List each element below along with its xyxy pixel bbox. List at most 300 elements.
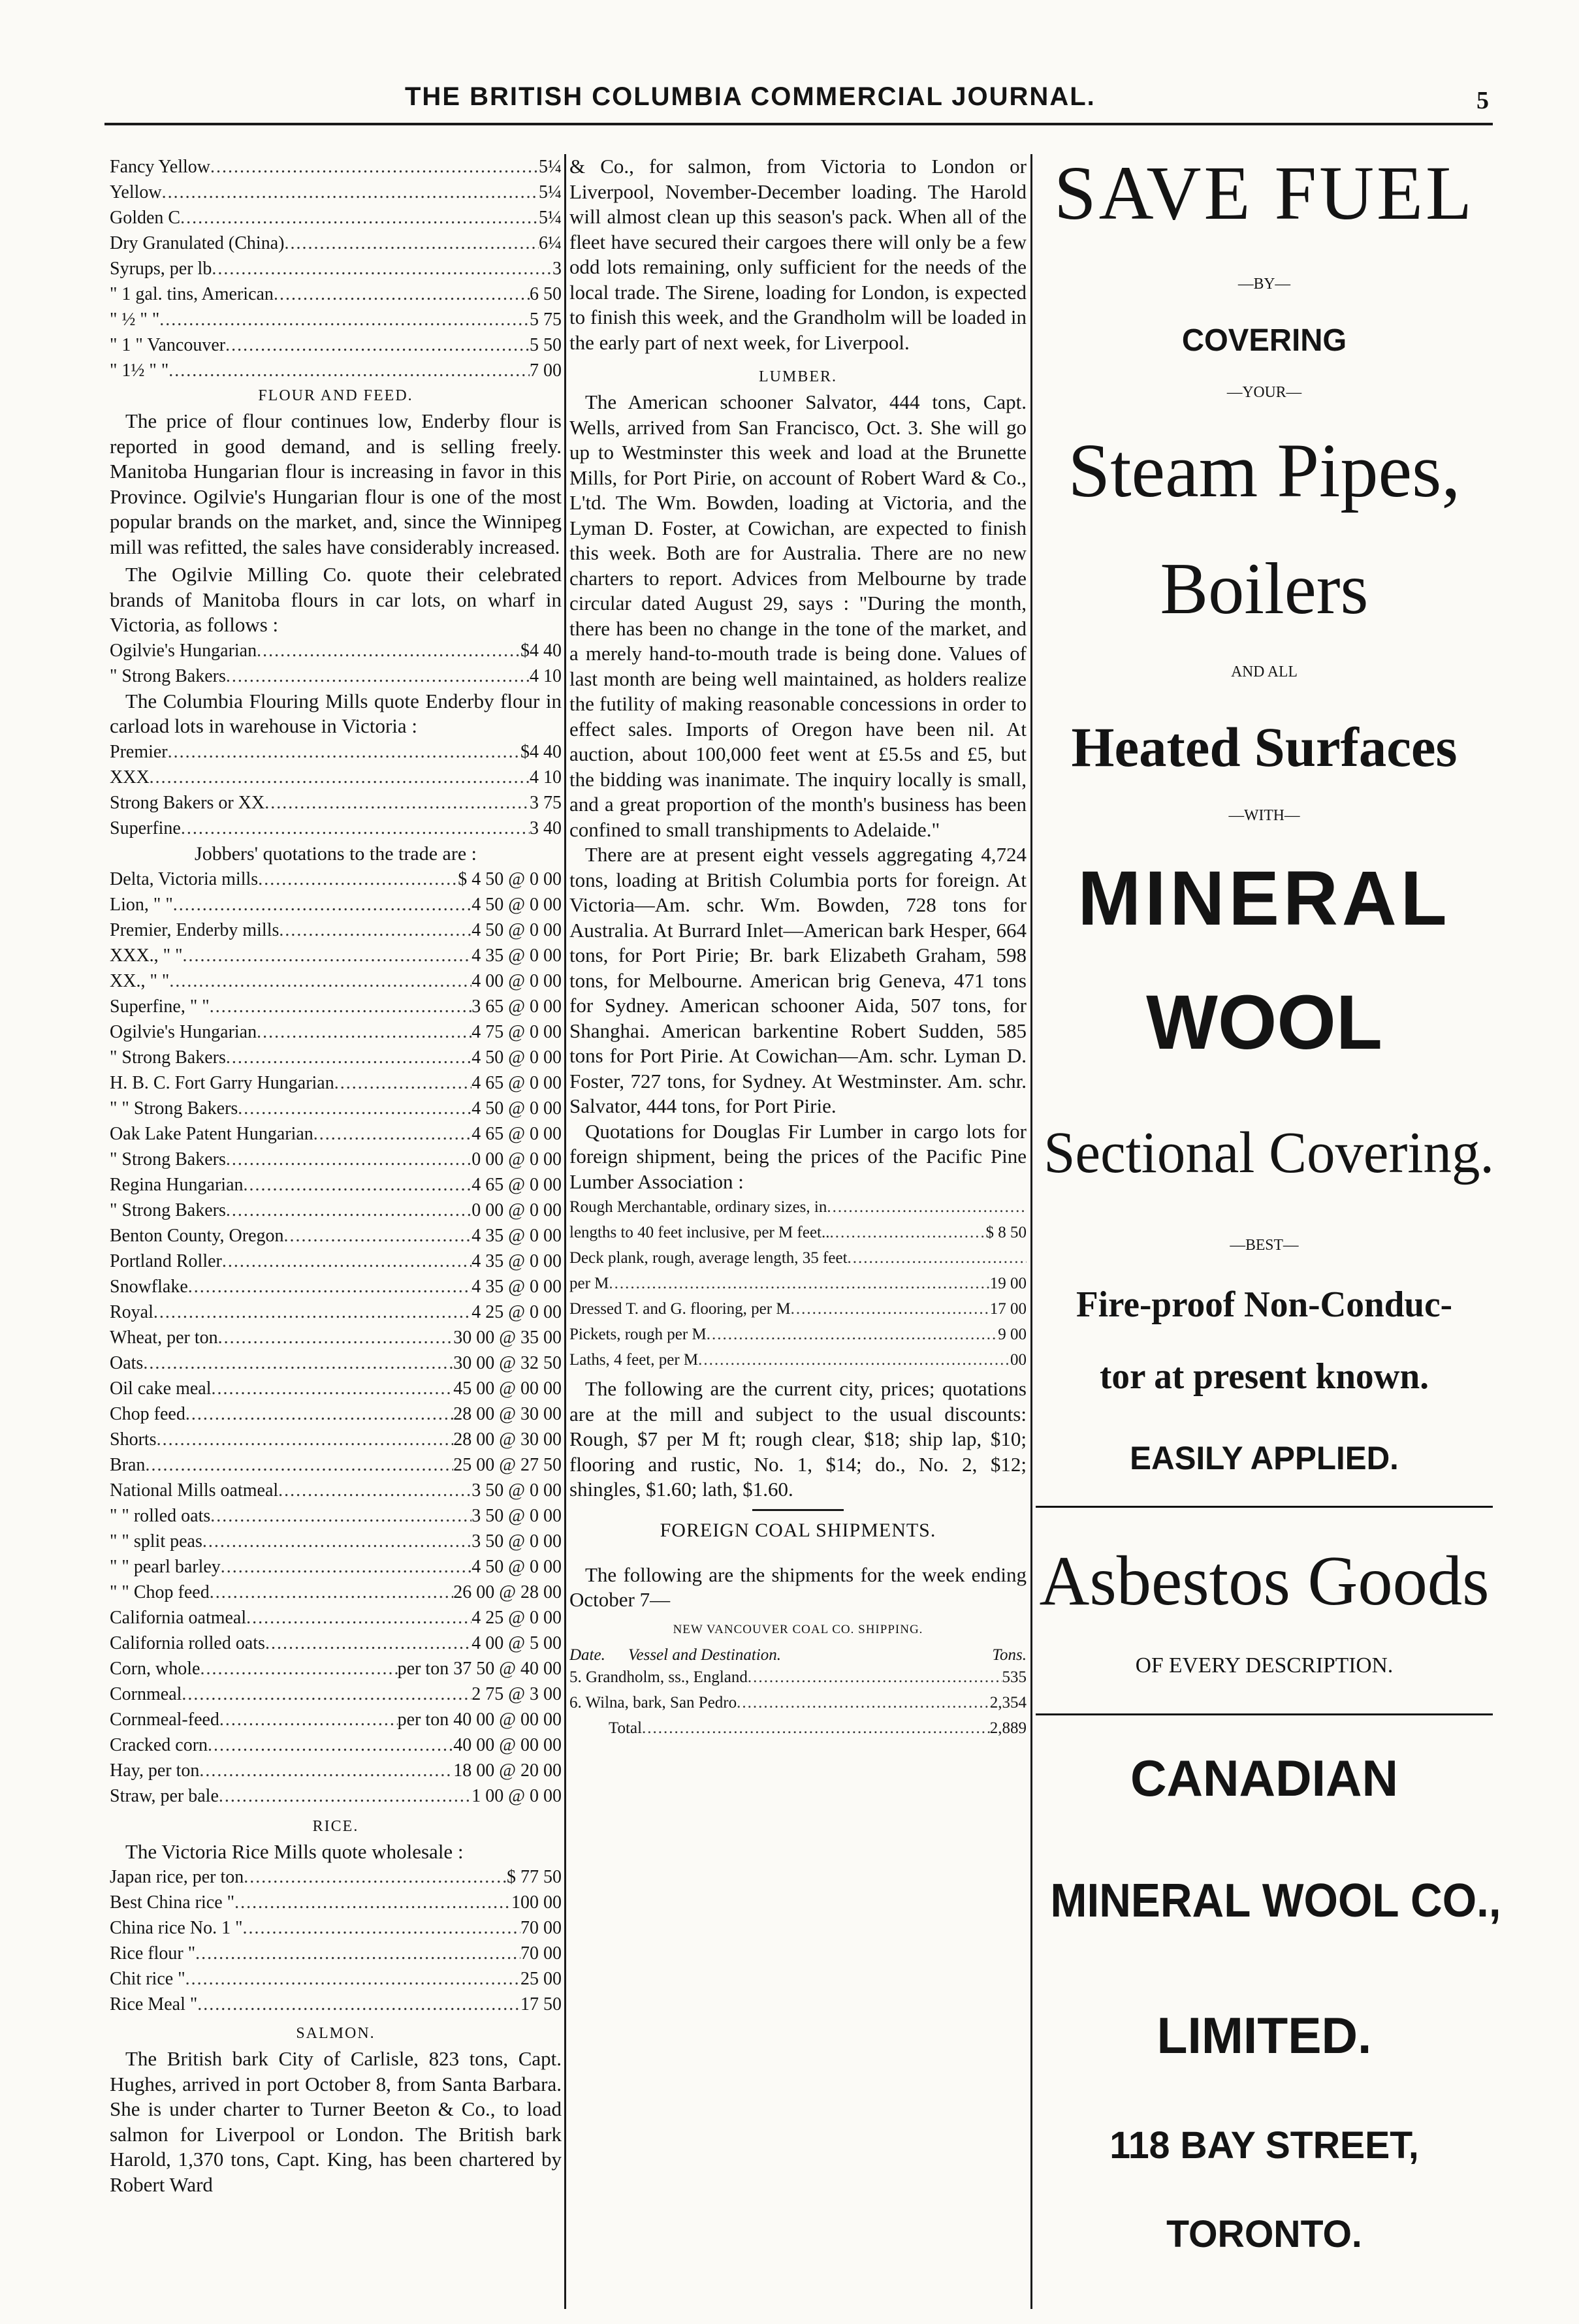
item-price: $ 77 50 bbox=[507, 1867, 562, 1887]
item-name: 5. Grandholm, ss., England bbox=[569, 1668, 748, 1686]
ad-covering: COVERING bbox=[1181, 323, 1347, 358]
item-name: Rice Meal " bbox=[110, 1994, 198, 2014]
leader-dots bbox=[208, 1732, 453, 1758]
leader-dots bbox=[182, 1681, 471, 1707]
leader-dots bbox=[257, 1019, 471, 1045]
item-price: 0 00 @ 0 00 bbox=[471, 1149, 562, 1170]
rice-paragraph: The Victoria Rice Mills quote wholesale : bbox=[125, 1839, 464, 1863]
leader-dots bbox=[212, 256, 552, 281]
price-row bbox=[110, 1783, 562, 1809]
coal-table-header bbox=[569, 1642, 1027, 1664]
leader-dots bbox=[162, 180, 539, 205]
leader-dots bbox=[234, 1890, 511, 1915]
item-price: 00 bbox=[1010, 1351, 1027, 1369]
leader-dots bbox=[226, 1045, 471, 1070]
price-row bbox=[110, 1580, 562, 1605]
leader-dots bbox=[210, 994, 471, 1019]
item-price: 0 00 @ 0 00 bbox=[471, 1200, 562, 1220]
price-row bbox=[110, 917, 562, 943]
price-row bbox=[110, 1147, 562, 1172]
item-price: 2 75 @ 3 00 bbox=[471, 1683, 562, 1704]
item-name: Delta, Victoria mills bbox=[110, 868, 259, 889]
item-price: 5 75 bbox=[530, 310, 562, 330]
price-row bbox=[110, 1045, 562, 1070]
item-name: Straw, per bale bbox=[110, 1785, 219, 1806]
leader-dots bbox=[181, 816, 530, 841]
coal-shipment-list bbox=[569, 1664, 1027, 1715]
item-name: Syrups, per lb bbox=[110, 259, 212, 279]
item-name: Chit rice " bbox=[110, 1969, 185, 1989]
price-row bbox=[110, 205, 562, 231]
price-row bbox=[110, 1992, 562, 2017]
leader-dots bbox=[180, 205, 539, 231]
columbia-paragraph: The Columbia Flouring Mills quote Enderby flour in carload lots in warehouse in Victoria : bbox=[110, 689, 562, 737]
item-name: " Strong Bakers bbox=[110, 1200, 226, 1220]
item-name: China rice No. 1 " bbox=[110, 1918, 243, 1938]
item-price: 4 00 @ 0 00 bbox=[471, 970, 562, 991]
vessels-paragraph: There are at present eight vessels aggregating 4,724 tons, loading at British Columbia ports for foreign. At Victoria—Am. schr. Wm. Bowden, 728 tons for Australia. At Burrard Inlet—American bark Hesper, 664 tons, for Port Pirie; Br. bark Elizabeth Graham, 598 tons, for Melbourne. American brig Geneva, 471 tons for Sydney. American schooner Aida, 507 tons, for Shanghai. American barkentine Robert Sudden, 585 tons for Port Pirie. At Cowichan—Am. schr. Lyman D. Foster, 727 tons, for Sydney. At Westminster. Am. schr. Salvator, 444 tons, for Port Pirie. bbox=[569, 843, 1027, 1117]
item-name: XX., " " bbox=[110, 970, 170, 991]
market-column bbox=[110, 154, 562, 2197]
item-name: Cornmeal bbox=[110, 1683, 182, 1704]
leader-dots bbox=[257, 638, 520, 663]
item-name: Snowflake bbox=[110, 1276, 188, 1297]
leader-dots bbox=[173, 892, 471, 917]
item-name: Oak Lake Patent Hungarian bbox=[110, 1123, 313, 1144]
lumber-price-row bbox=[569, 1347, 1027, 1373]
coal-total-label: Total bbox=[609, 1719, 643, 1737]
price-row bbox=[110, 1529, 562, 1554]
ad-present-known: tor at present known. bbox=[1099, 1356, 1429, 1397]
item-price: 4 50 @ 0 00 bbox=[471, 894, 562, 915]
leader-dots bbox=[278, 1478, 471, 1503]
item-price: 70 00 bbox=[520, 1943, 562, 1964]
leader-dots bbox=[143, 1350, 453, 1376]
item-price: 3 50 @ 0 00 bbox=[471, 1505, 562, 1526]
item-price: $4 40 bbox=[520, 640, 562, 661]
item-name: 6. Wilna, bark, San Pedro bbox=[569, 1693, 737, 1711]
item-name: Regina Hungarian bbox=[110, 1174, 244, 1195]
price-row bbox=[110, 1656, 562, 1681]
item-price: 18 00 @ 20 00 bbox=[453, 1760, 562, 1781]
leader-dots bbox=[264, 790, 530, 816]
leader-dots bbox=[334, 1070, 471, 1096]
price-row bbox=[110, 1070, 562, 1096]
column-rule-1 bbox=[564, 154, 566, 2309]
ad-divider-2 bbox=[1036, 1713, 1493, 1715]
coal-heading: FOREIGN COAL SHIPMENTS. bbox=[660, 1519, 936, 1541]
city-prices-paragraph: The following are the current city, prices; quotations are at the mill and subject to the usual discounts: Rough, $7 per M ft; rough clear, $18; ship lap, $10; flooring and rustic, No. 1, $14; do., No. 2, $12; shingles, $1.60; lath, $1.60. bbox=[569, 1377, 1027, 1501]
item-price: 4 50 @ 0 00 bbox=[471, 1047, 562, 1068]
ad-and-all: AND ALL bbox=[1231, 663, 1298, 680]
leader-dots bbox=[258, 867, 458, 892]
ad-steam-pipes: Steam Pipes, bbox=[1068, 428, 1461, 513]
item-name: Premier bbox=[110, 741, 168, 762]
ad-boilers: Boilers bbox=[1160, 549, 1369, 629]
item-name: Yellow bbox=[110, 182, 162, 202]
page-header bbox=[104, 77, 1489, 129]
item-price: 7 00 bbox=[530, 360, 562, 381]
leader-dots bbox=[226, 1147, 471, 1172]
shipping-column bbox=[569, 154, 1027, 1741]
item-price: 30 00 @ 32 50 bbox=[453, 1352, 562, 1373]
item-name: Shorts bbox=[110, 1429, 157, 1450]
price-row bbox=[110, 1915, 562, 1941]
item-name: " 1½ " " bbox=[110, 360, 169, 381]
ad-asbestos-goods: Asbestos Goods bbox=[1039, 1542, 1490, 1620]
price-row bbox=[110, 154, 562, 180]
item-name: Superfine, " " bbox=[110, 996, 210, 1017]
item-name: Benton County, Oregon bbox=[110, 1225, 284, 1246]
item-price: 3 65 @ 0 00 bbox=[471, 996, 562, 1017]
item-price: $ 4 50 @ 0 00 bbox=[458, 868, 562, 889]
leader-dots bbox=[830, 1220, 986, 1245]
item-name: Golden C bbox=[110, 208, 181, 228]
lumber-price-row bbox=[569, 1271, 1027, 1296]
item-price: 5¼ bbox=[539, 157, 562, 177]
price-row bbox=[110, 1503, 562, 1529]
price-row bbox=[110, 180, 562, 205]
leader-dots bbox=[279, 917, 471, 943]
item-name: " 1 gal. tins, American bbox=[110, 284, 274, 304]
coal-col-date: Date. bbox=[569, 1646, 605, 1664]
leader-dots bbox=[225, 332, 530, 358]
item-price: 4 35 @ 0 00 bbox=[471, 945, 562, 966]
leader-dots bbox=[195, 1941, 520, 1966]
item-name: Deck plank, rough, average length, 35 feet bbox=[569, 1249, 848, 1267]
leader-dots bbox=[185, 1401, 453, 1427]
item-name: " " pearl barley bbox=[110, 1556, 221, 1577]
item-price: 19 00 bbox=[989, 1275, 1027, 1292]
leader-dots bbox=[226, 663, 530, 689]
item-name: Oats bbox=[110, 1352, 144, 1373]
item-name: Rough Merchantable, ordinary sizes, in bbox=[569, 1198, 827, 1216]
price-row bbox=[110, 1554, 562, 1580]
item-price: 3 75 bbox=[530, 792, 562, 813]
ogilvie-paragraph: The Ogilvie Milling Co. quote their celebrated brands of Manitoba flours in car lots, on wharf in Victoria, as follows : bbox=[110, 563, 562, 636]
leader-dots bbox=[737, 1690, 990, 1715]
rice-price-list bbox=[110, 1864, 562, 2017]
price-row bbox=[110, 1452, 562, 1478]
leader-dots bbox=[221, 1554, 471, 1580]
price-row bbox=[110, 1732, 562, 1758]
item-name: California oatmeal bbox=[110, 1607, 247, 1628]
price-row bbox=[110, 358, 562, 383]
ad-fireproof: Fire-proof Non-Conduc- bbox=[1076, 1284, 1453, 1325]
price-row bbox=[110, 1478, 562, 1503]
item-price: 28 00 @ 30 00 bbox=[453, 1429, 562, 1450]
leader-dots bbox=[188, 1274, 471, 1299]
coal-col-tons: Tons. bbox=[992, 1646, 1027, 1664]
item-name: Laths, 4 feet, per M bbox=[569, 1351, 699, 1369]
item-price: 6 50 bbox=[530, 284, 562, 304]
item-price: 4 35 @ 0 00 bbox=[471, 1225, 562, 1246]
item-name: Bran bbox=[110, 1454, 146, 1475]
ad-bay-street: 118 BAY STREET, bbox=[1109, 2124, 1419, 2167]
salmon-heading: SALMON. bbox=[296, 2025, 375, 2042]
item-name: " " split peas bbox=[110, 1531, 202, 1552]
price-row bbox=[110, 231, 562, 256]
item-name: Hay, per ton bbox=[110, 1760, 200, 1781]
item-price: 5¼ bbox=[539, 208, 562, 228]
lumber-price-list bbox=[569, 1194, 1027, 1373]
item-price: 3 50 @ 0 00 bbox=[471, 1480, 562, 1501]
item-price: $ 8 50 bbox=[985, 1224, 1027, 1241]
ad-sectional-covering: Sectional Covering. bbox=[1044, 1121, 1495, 1185]
item-price: 30 00 @ 35 00 bbox=[453, 1327, 562, 1348]
price-row bbox=[110, 1864, 562, 1890]
ad-mineral: MINERAL bbox=[1077, 855, 1451, 942]
price-row bbox=[110, 1019, 562, 1045]
leader-dots bbox=[168, 358, 530, 383]
price-row bbox=[110, 1274, 562, 1299]
leader-dots bbox=[150, 765, 530, 790]
ogilvie-price-list bbox=[110, 638, 562, 689]
item-price: 4 65 @ 0 00 bbox=[471, 1174, 562, 1195]
item-price: 17 00 bbox=[989, 1300, 1027, 1318]
item-name: Ogilvie's Hungarian bbox=[110, 1021, 257, 1042]
item-name: " Strong Bakers bbox=[110, 665, 226, 686]
price-row bbox=[110, 943, 562, 968]
item-name: Dry Granulated (China) bbox=[110, 233, 285, 253]
item-price: 25 00 @ 27 50 bbox=[453, 1454, 562, 1475]
item-name: National Mills oatmeal bbox=[110, 1480, 279, 1501]
price-row bbox=[110, 892, 562, 917]
douglas-fir-paragraph: Quotations for Douglas Fir Lumber in cargo lots for foreign shipment, being the prices of the Pacific Pine Lumber Association : bbox=[569, 1119, 1027, 1193]
flour-heading: FLOUR AND FEED. bbox=[258, 387, 413, 404]
price-row bbox=[110, 1198, 562, 1223]
price-row bbox=[110, 1605, 562, 1631]
item-price: 4 65 @ 0 00 bbox=[471, 1072, 562, 1093]
leader-dots bbox=[183, 943, 472, 968]
leader-dots bbox=[238, 1096, 471, 1121]
ad-your: —YOUR— bbox=[1226, 384, 1302, 401]
item-name: Ogilvie's Hungarian bbox=[110, 640, 257, 661]
price-row bbox=[110, 1096, 562, 1121]
ad-best: —BEST— bbox=[1230, 1237, 1299, 1254]
item-name: " 1 " Vancouver bbox=[110, 335, 226, 355]
coal-divider bbox=[752, 1509, 844, 1511]
leader-dots bbox=[244, 1172, 472, 1198]
item-price: 4 35 @ 0 00 bbox=[471, 1276, 562, 1297]
item-name: " " rolled oats bbox=[110, 1505, 211, 1526]
leader-dots bbox=[199, 1758, 453, 1783]
price-row bbox=[110, 1427, 562, 1452]
price-row bbox=[110, 1350, 562, 1376]
item-name: Fancy Yellow bbox=[110, 157, 211, 177]
item-price: 5 50 bbox=[530, 335, 562, 355]
ad-toronto: TORONTO. bbox=[1166, 2213, 1362, 2255]
leader-dots bbox=[243, 1915, 521, 1941]
item-price: 4 50 @ 0 00 bbox=[471, 1556, 562, 1577]
leader-dots bbox=[159, 307, 530, 332]
item-price: 3 50 @ 0 00 bbox=[471, 1531, 562, 1552]
price-row bbox=[110, 281, 562, 307]
price-row bbox=[110, 332, 562, 358]
coal-total-value: 2,889 bbox=[989, 1719, 1027, 1737]
price-row bbox=[110, 1966, 562, 1992]
price-row bbox=[110, 1681, 562, 1707]
item-price: 4 00 @ 5 00 bbox=[471, 1632, 562, 1653]
item-name: Rice flour " bbox=[110, 1943, 196, 1964]
leader-dots bbox=[168, 739, 520, 765]
salmon-continued-paragraph: & Co., for salmon, from Victoria to London or Liverpool, November-December loading. The Harold will almost clean up this season's pack. When all of the fleet have secured their cargoes there will only be a few odd lots remaining, only sufficient for the needs of the local trade. The Sirene, loading for London, is expected to finish this week, and the Grandholm will be loaded in the early part of next week, for Liverpool. bbox=[569, 155, 1027, 354]
sugar-price-list bbox=[110, 154, 562, 383]
item-price: 4 25 @ 0 00 bbox=[471, 1607, 562, 1628]
ad-every-description: OF EVERY DESCRIPTION. bbox=[1135, 1653, 1394, 1678]
coal-total-row bbox=[569, 1715, 1027, 1741]
item-price: per ton 40 00 @ 00 00 bbox=[397, 1709, 562, 1730]
price-row bbox=[110, 663, 562, 689]
salmon-paragraph: The British bark City of Carlisle, 823 tons, Capt. Hughes, arrived in port October 8, from Santa Barbara. She is under charter to Turner Beeton & Co., to load salmon for Liverpool or London. The British bark Harold, 1,370 tons, Capt. King, has been chartered by Robert Ward bbox=[110, 2047, 562, 2196]
price-row bbox=[110, 1325, 562, 1350]
price-row bbox=[110, 1223, 562, 1249]
item-name: Best China rice " bbox=[110, 1892, 235, 1913]
item-price: 3 40 bbox=[530, 818, 562, 838]
price-row bbox=[110, 1890, 562, 1915]
ad-divider-1 bbox=[1036, 1506, 1493, 1508]
leader-dots bbox=[157, 1427, 454, 1452]
item-price: 100 00 bbox=[511, 1892, 562, 1913]
leader-dots bbox=[848, 1245, 1027, 1271]
item-price: 535 bbox=[1002, 1668, 1027, 1686]
item-price: 17 50 bbox=[520, 1994, 562, 2014]
item-price: 70 00 bbox=[520, 1918, 562, 1938]
ad-easily-applied: EASILY APPLIED. bbox=[1130, 1440, 1399, 1476]
item-price: 5¼ bbox=[539, 182, 562, 202]
price-row bbox=[110, 1941, 562, 1966]
item-name: " " Strong Bakers bbox=[110, 1098, 238, 1119]
leader-dots bbox=[219, 1707, 398, 1732]
item-name: Japan rice, per ton bbox=[110, 1867, 244, 1887]
coal-company: NEW VANCOUVER COAL CO. SHIPPING. bbox=[673, 1622, 923, 1636]
price-row bbox=[110, 1121, 562, 1147]
columbia-price-list bbox=[110, 739, 562, 841]
item-price: 6¼ bbox=[539, 233, 562, 253]
item-price: 3 bbox=[552, 259, 562, 279]
price-row bbox=[110, 816, 562, 841]
item-price: 25 00 bbox=[520, 1969, 562, 1989]
item-name: Cracked corn bbox=[110, 1734, 208, 1755]
item-price: 1 00 @ 0 00 bbox=[471, 1785, 562, 1806]
lumber-paragraph: The American schooner Salvator, 444 tons, Capt. Wells, arrived from San Francisco, Oct. 3. She will go up to Westminster this week and load at the Brunette Mills, for Port Pirie, on account of Robert Ward & Co., L'td. The Wm. Bowden, loading at Victoria, and the Lyman D. Foster, at Cowichan, are expected to finish this week. Both are for Australia. There are no new charters to report. Advices from Melbourne by trade circular dated August 29, says : "During the month, there has been no change in the tone of the market, and a merely hand-to-mouth trade is being done. Values of last month are being well maintained, as holders realize the futility of making reasonable concessions in order to effect sales. Imports of Oregon have been nil. At auction, about 100,000 feet went at £5.5s and £5, but the bidding was inanimate. The inquiry locally is small, and a great proportion of the month's business has been confined to small transhipments to Adelaide." bbox=[569, 390, 1027, 841]
leader-dots bbox=[210, 154, 539, 180]
item-price: 45 00 @ 00 00 bbox=[453, 1378, 562, 1399]
price-row bbox=[110, 867, 562, 892]
item-price: 4 10 bbox=[530, 767, 562, 788]
coal-shipment-row bbox=[569, 1690, 1027, 1715]
lumber-price-row bbox=[569, 1220, 1027, 1245]
item-name: Cornmeal-feed bbox=[110, 1709, 219, 1730]
leader-dots bbox=[153, 1299, 471, 1325]
leader-dots bbox=[791, 1296, 990, 1322]
leader-dots bbox=[265, 1631, 471, 1656]
price-row bbox=[110, 307, 562, 332]
item-name: Lion, " " bbox=[110, 894, 173, 915]
leader-dots bbox=[210, 1580, 453, 1605]
column-rule-2 bbox=[1030, 154, 1032, 2309]
coal-col-vessel: Vessel and Destination. bbox=[628, 1646, 782, 1664]
leader-dots bbox=[284, 231, 539, 256]
coal-paragraph: The following are the shipments for the week ending October 7— bbox=[569, 1563, 1027, 1611]
item-name: " " Chop feed bbox=[110, 1582, 210, 1602]
price-row bbox=[110, 1249, 562, 1274]
price-row bbox=[110, 1376, 562, 1401]
ad-wool: WOOL bbox=[1146, 979, 1382, 1066]
item-name: XXX bbox=[110, 767, 150, 788]
leader-dots bbox=[218, 1325, 454, 1350]
item-name: per M bbox=[569, 1275, 609, 1292]
leader-dots bbox=[145, 1452, 453, 1478]
item-name: Strong Bakers or XX bbox=[110, 792, 265, 813]
price-row bbox=[110, 994, 562, 1019]
leader-dots bbox=[827, 1194, 1027, 1220]
leader-dots bbox=[211, 1376, 453, 1401]
item-name: Oil cake meal bbox=[110, 1378, 212, 1399]
lumber-price-row bbox=[569, 1322, 1027, 1347]
item-name: XXX., " " bbox=[110, 945, 183, 966]
item-price: 40 00 @ 00 00 bbox=[453, 1734, 562, 1755]
lumber-price-row bbox=[569, 1194, 1027, 1220]
item-name: " ½ " " bbox=[110, 310, 160, 330]
lumber-price-row bbox=[569, 1245, 1027, 1271]
leader-dots bbox=[284, 1223, 472, 1249]
leader-dots bbox=[748, 1664, 1002, 1690]
ad-heated-surfaces: Heated Surfaces bbox=[1071, 716, 1458, 778]
ad-mineral-wool-co: MINERAL WOOL CO., bbox=[1050, 1875, 1501, 1927]
item-name: H. B. C. Fort Garry Hungarian bbox=[110, 1072, 334, 1093]
item-name: Portland Roller bbox=[110, 1250, 222, 1271]
leader-dots bbox=[219, 1783, 471, 1809]
header-rule bbox=[104, 123, 1493, 125]
item-name: Wheat, per ton bbox=[110, 1327, 218, 1348]
leader-dots bbox=[707, 1322, 998, 1347]
price-row bbox=[110, 1401, 562, 1427]
journal-title: THE BRITISH COLUMBIA COMMERCIAL JOURNAL. bbox=[405, 82, 1096, 111]
price-row bbox=[110, 256, 562, 281]
item-price: 4 25 @ 0 00 bbox=[471, 1301, 562, 1322]
item-name: Royal bbox=[110, 1301, 153, 1322]
item-price: 2,354 bbox=[989, 1693, 1027, 1711]
coal-shipment-row bbox=[569, 1664, 1027, 1690]
price-row bbox=[110, 765, 562, 790]
item-price: 4 50 @ 0 00 bbox=[471, 1098, 562, 1119]
item-price: per ton 37 50 @ 40 00 bbox=[397, 1658, 562, 1679]
ad-canadian: CANADIAN bbox=[1130, 1749, 1399, 1807]
item-name: Chop feed bbox=[110, 1403, 185, 1424]
item-name: Dressed T. and G. flooring, per M bbox=[569, 1300, 791, 1318]
price-row bbox=[110, 1707, 562, 1732]
item-name: " Strong Bakers bbox=[110, 1149, 226, 1170]
item-price: $4 40 bbox=[520, 741, 562, 762]
leader-dots bbox=[244, 1864, 507, 1890]
leader-dots bbox=[222, 1249, 471, 1274]
jobbers-price-list bbox=[110, 867, 562, 1809]
item-price: 4 50 @ 0 00 bbox=[471, 919, 562, 940]
item-name: Superfine bbox=[110, 818, 181, 838]
item-name: Pickets, rough per M bbox=[569, 1326, 707, 1343]
leader-dots bbox=[197, 1992, 520, 2017]
item-price: 9 00 bbox=[998, 1326, 1027, 1343]
leader-dots bbox=[274, 281, 530, 307]
item-price: 4 35 @ 0 00 bbox=[471, 1250, 562, 1271]
leader-dots bbox=[200, 1656, 397, 1681]
flour-paragraph: The price of flour continues low, Enderby flour is reported in good demand, and is selling freely. Manitoba Hungarian flour is increasing in favor in this Province. Ogilvie's Hungarian flour is one of the most popular brands on the market, and, since the Winnipeg mill was refitted, the sales have considerably increased. bbox=[110, 409, 562, 558]
ad-limited: LIMITED. bbox=[1156, 2007, 1372, 2064]
item-name: Corn, whole bbox=[110, 1658, 200, 1679]
item-name: California rolled oats bbox=[110, 1632, 265, 1653]
item-price: 4 10 bbox=[530, 665, 562, 686]
